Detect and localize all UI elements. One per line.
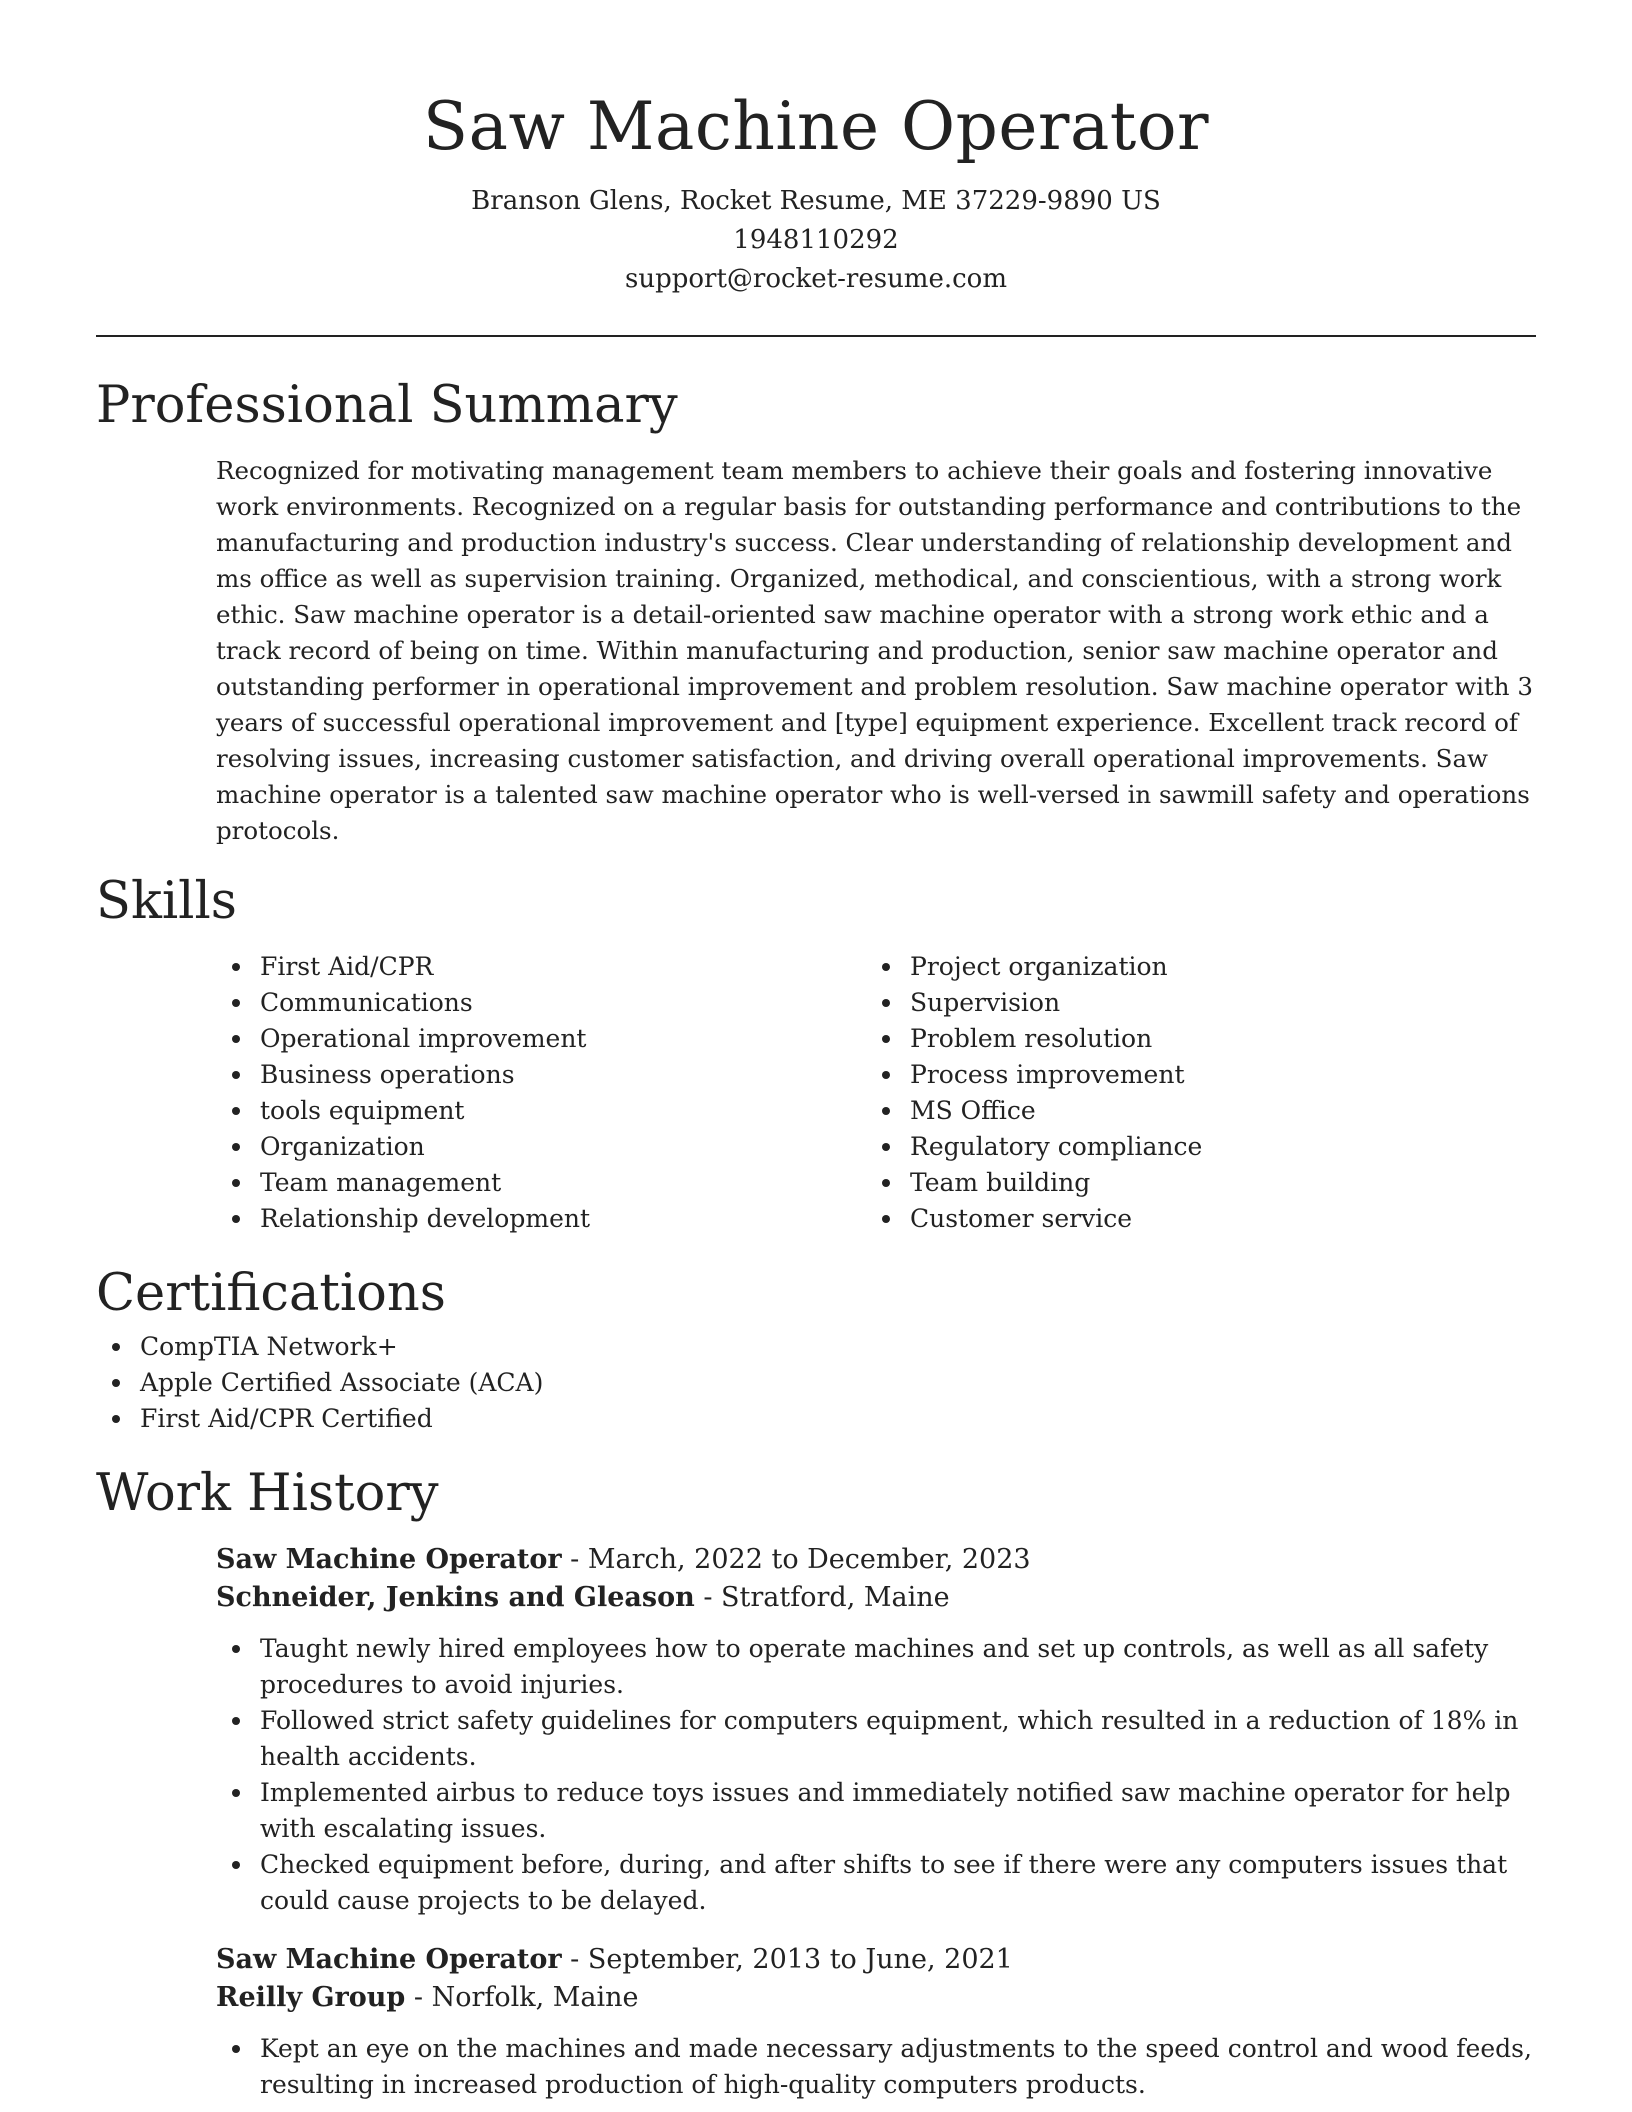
job-role: Saw Machine Operator [216,1544,562,1575]
skill-item: Supervision [866,985,1516,1021]
job-duty: Implemented airbus to reduce toys issues and immediately notified saw machine operator for help with escalating issues. [216,1775,1536,1847]
job-company-line [216,1979,1536,2017]
email-text: support@rocket-resume.com [624,264,1007,294]
phone-text: 1948110292 [733,225,899,255]
skill-item: Organization [216,1129,866,1165]
job-role-line [216,1941,1536,1979]
work-history-section [96,1459,1536,2103]
certifications-section [96,1259,1536,1437]
skill-item: Communications [216,985,866,1021]
job-location: - Stratford, Maine [694,1582,950,1613]
job-duty: Kept an eye on the machines and made necessary adjustments to the speed control and wood feeds, resulting in increased production of high-quality computers products. [216,2031,1536,2103]
certifications-heading: Certifications [96,1264,446,1323]
skill-item: First Aid/CPR [216,949,866,985]
skills-heading: Skills [96,872,237,931]
resume-page [96,0,1536,2103]
skill-item: tools equipment [216,1093,866,1129]
certification-item: CompTIA Network+ [96,1329,1536,1365]
skill-item: MS Office [866,1093,1516,1129]
job-duty: Followed strict safety guidelines for computers equipment, which resulted in a reduction of 18% in health accidents. [216,1703,1536,1775]
summary-text: Recognized for motivating management team members to achieve their goals and fostering innovative work environments. Recognized on a regular basis for outstanding performance and contributions to the manufacturing and production industry's success. Clear understanding of relationship development and ms office as well as supervision training. Organized, methodical, and conscientious, with a strong work ethic. Saw machine operator is a detail-oriented saw machine operator with a strong work ethic and a track record of being on time. Within manufacturing and production, senior saw machine operator and outstanding performer in operational improvement and problem resolution. Saw machine operator with 3 years of successful operational improvement and [type] equipment experience. Excellent track record of resolving issues, increasing customer satisfaction, and driving overall operational improvements. Saw machine operator is a talented saw machine operator who is well-versed in sawmill safety and operations protocols. [216,456,1533,845]
job-entry [216,1941,1536,2103]
skill-item: Team management [216,1165,866,1201]
job-duties-list [216,2031,1536,2103]
job-role-line [216,1541,1536,1579]
skills-section [96,867,1536,1237]
certification-item: Apple Certified Associate (ACA) [96,1365,1536,1401]
summary-section [96,371,1536,849]
job-duties-list [216,1631,1536,1919]
skill-item: Team building [866,1165,1516,1201]
resume-header [96,0,1536,299]
skill-item: Operational improvement [216,1021,866,1057]
job-duty: Taught newly hired employees how to operate machines and set up controls, as well as all safety procedures to avoid injuries. [216,1631,1536,1703]
summary-heading: Professional Summary [96,376,678,435]
certification-item: First Aid/CPR Certified [96,1401,1536,1437]
skills-right-column [866,949,1516,1237]
skills-left-column [216,949,866,1237]
skill-item: Business operations [216,1057,866,1093]
skill-item: Process improvement [866,1057,1516,1093]
job-duty: Checked equipment before, during, and after shifts to see if there were any computers issues that could cause projects to be delayed. [216,1847,1536,1919]
header-divider [96,335,1536,337]
job-dates: - March, 2022 to December, 2023 [561,1544,1031,1575]
skill-item: Regulatory compliance [866,1129,1516,1165]
job-location: - Norfolk, Maine [405,1982,639,2013]
skill-item: Project organization [866,949,1516,985]
job-role: Saw Machine Operator [216,1944,562,1975]
job-company-line [216,1579,1536,1617]
job-entry [216,1541,1536,1919]
skill-item: Problem resolution [866,1021,1516,1057]
job-company: Reilly Group [216,1982,406,2013]
job-company: Schneider, Jenkins and Gleason [216,1582,695,1613]
skill-item: Relationship development [216,1201,866,1237]
address-text: Branson Glens, Rocket Resume, ME 37229-9890 US [471,186,1161,216]
certifications-list [96,1329,1536,1437]
skill-item: Customer service [866,1201,1516,1237]
skills-left-list [216,949,866,1237]
skills-right-list [866,949,1516,1237]
skills-columns [216,949,1536,1237]
work-history-heading: Work History [96,1464,439,1523]
job-dates: - September, 2013 to June, 2021 [561,1944,1013,1975]
contact-block [96,182,1536,299]
candidate-title: Saw Machine Operator [422,88,1210,165]
